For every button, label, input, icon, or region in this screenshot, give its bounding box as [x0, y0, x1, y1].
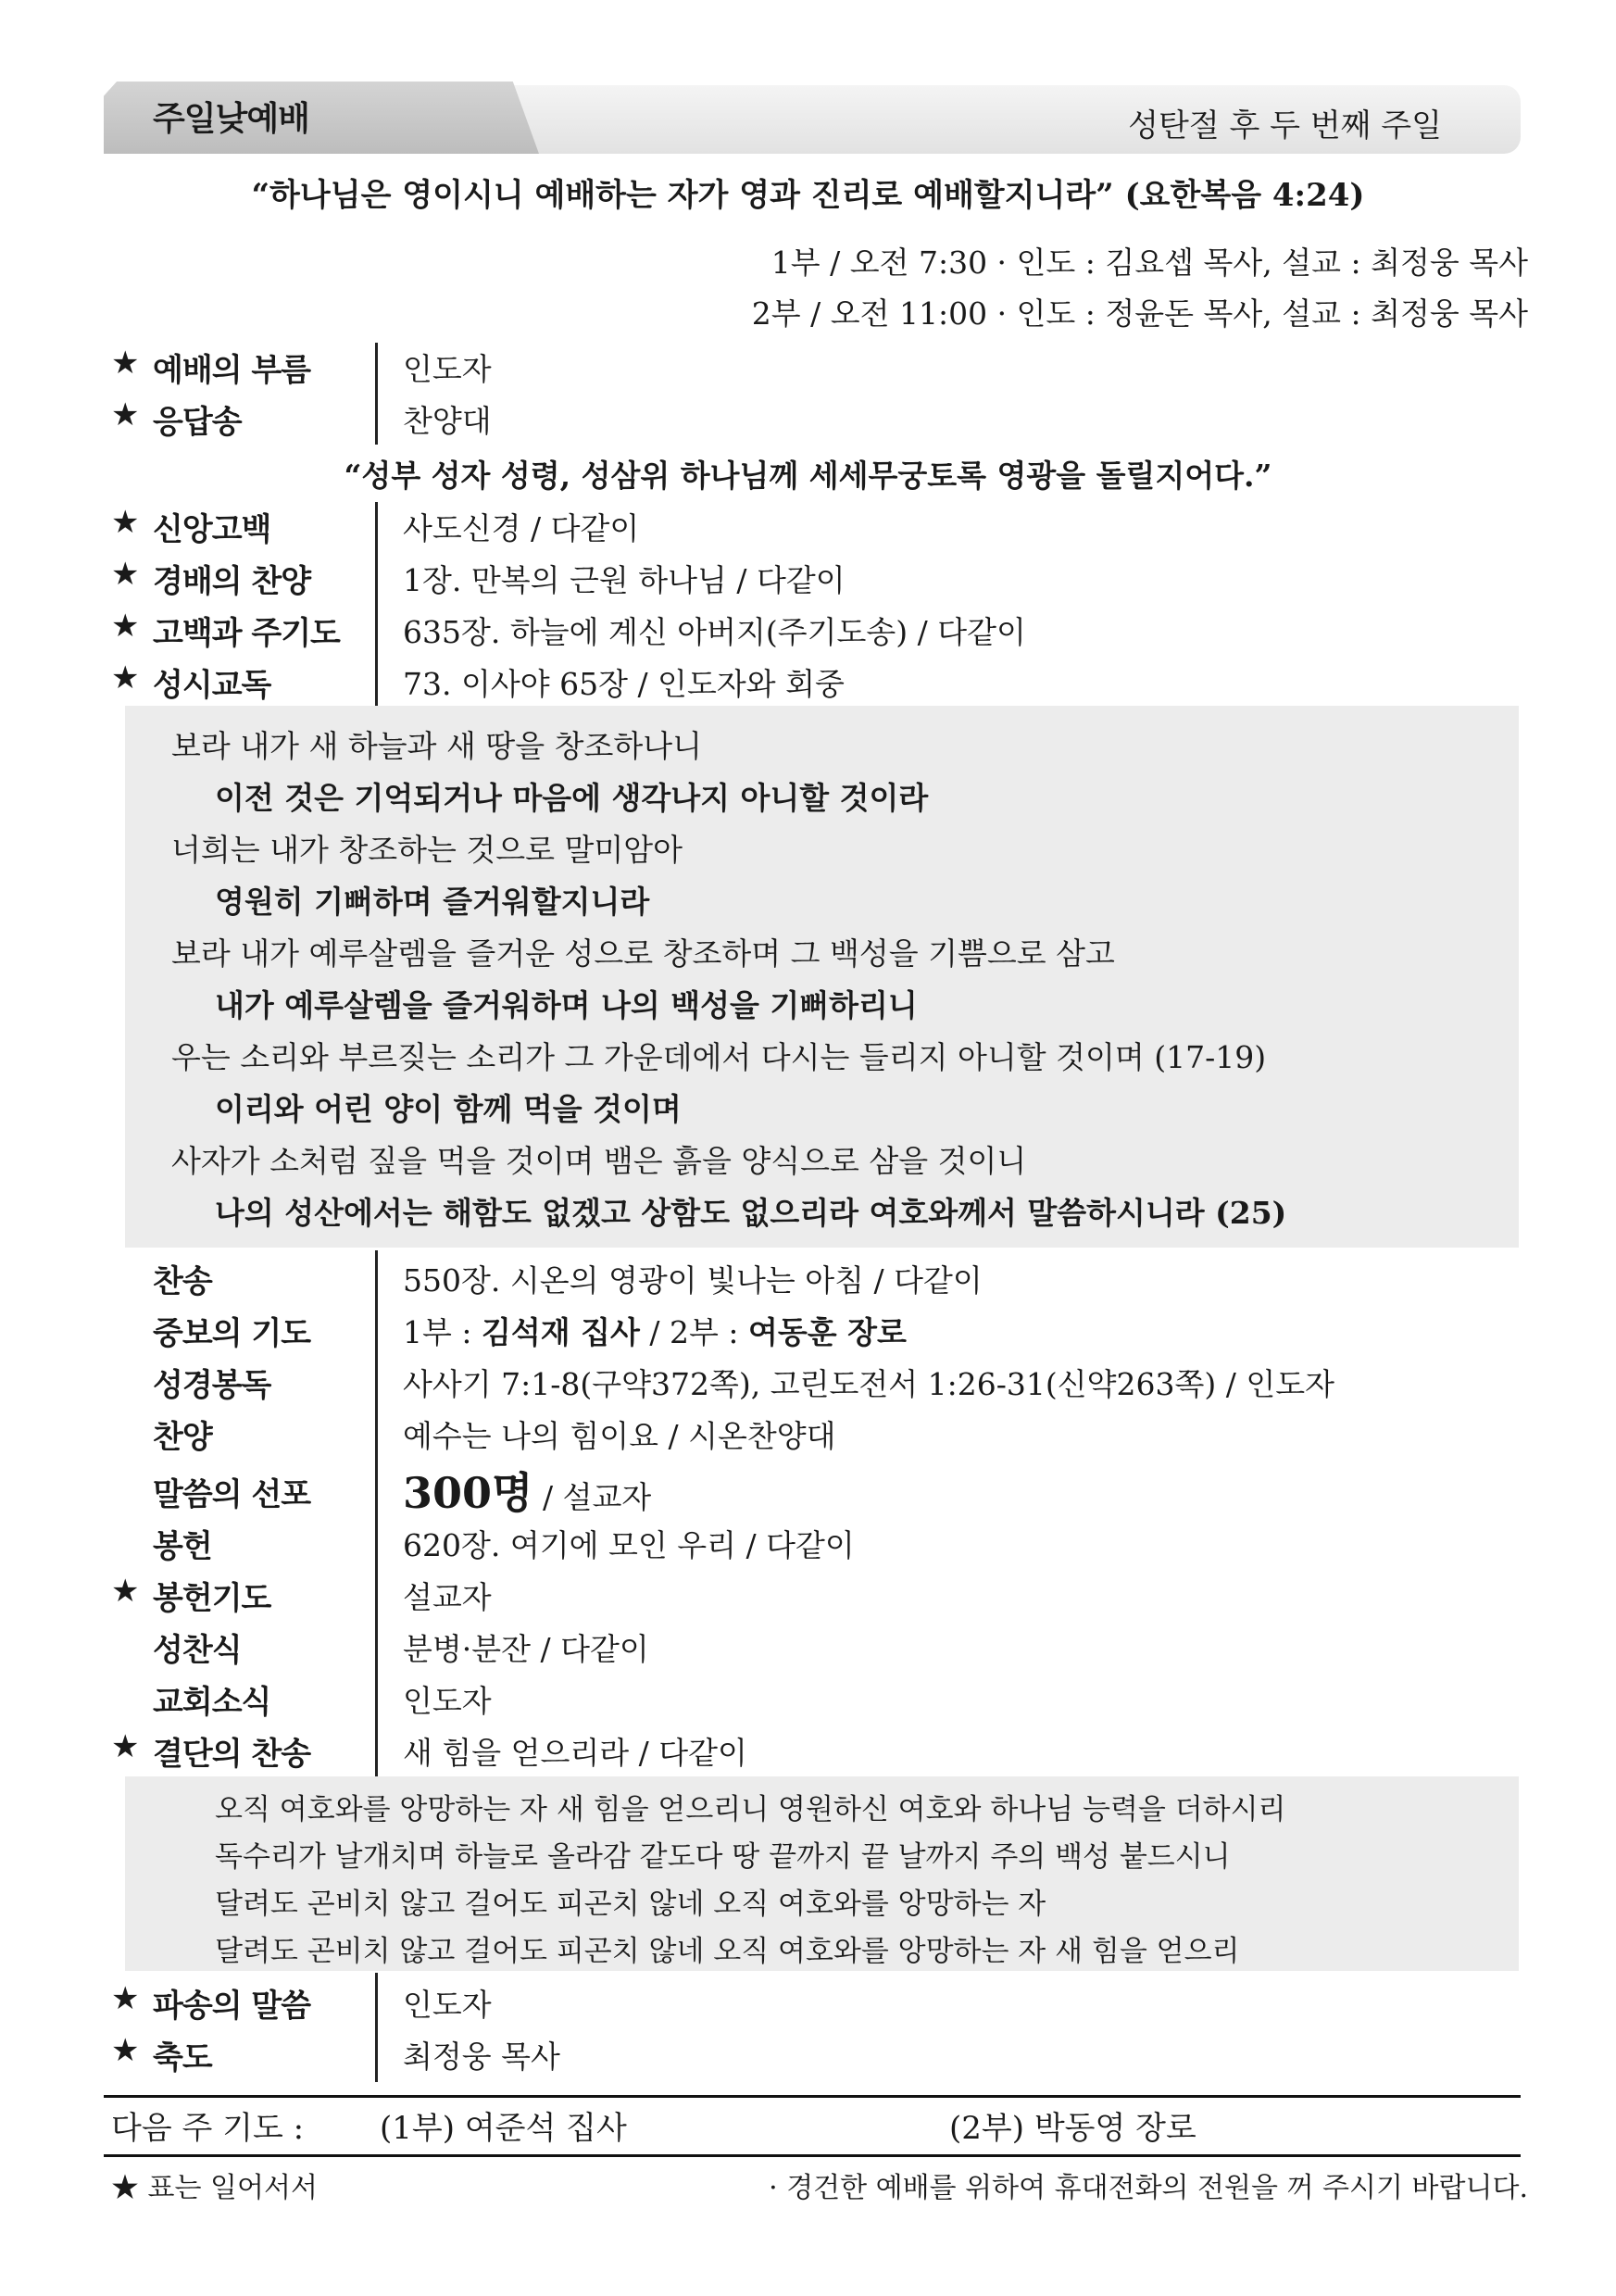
order-label: 봉헌 [153, 1528, 212, 1565]
order-value: 사사기 7:1-8(구약372쪽), 고린도전서 1:26-31(신약263쪽) / 인도자 [403, 1366, 1334, 1402]
order-row [111, 604, 1528, 652]
sermon-preacher: / 설교자 [532, 1479, 652, 1515]
reading-line: 우는 소리와 부르짖는 소리가 그 가운데에서 다시는 들리지 아니할 것이며 (17-19) [171, 1039, 1267, 1075]
footer-standing-note: ★ 표는 일어서서 [111, 2172, 318, 2204]
divider-top [104, 2095, 1521, 2098]
sunday-name: 성탄절 후 두 번째 주일 [1128, 107, 1442, 144]
order-label: 경배의 찬양 [153, 563, 311, 600]
order-label: 교회소식 [153, 1684, 271, 1721]
order-label: 말씀의 선포 [153, 1476, 311, 1513]
order-value: 620장. 여기에 모인 우리 / 다같이 [403, 1527, 855, 1563]
reading-line: 너희는 내가 창조하는 것으로 말미암아 [171, 832, 683, 868]
next-week-second: (2부) 박동영 장로 [949, 2110, 1196, 2147]
reading-line-response: 영원히 기뻐하며 즐거워할지니라 [215, 884, 650, 920]
order-value: 1장. 만복의 근원 하나님 / 다같이 [403, 562, 846, 598]
column-divider [375, 502, 378, 706]
order-label: 응답송 [153, 404, 242, 441]
order-label: 결단의 찬송 [153, 1736, 311, 1773]
intercessor-name-2: 여동훈 장로 [747, 1314, 907, 1350]
order-row [111, 1673, 1528, 1721]
order-row [111, 2028, 1528, 2076]
standing-star: ★ [111, 2032, 140, 2069]
standing-star: ★ [111, 556, 140, 593]
order-value: 최정웅 목사 [403, 2039, 560, 2075]
reading-line: 사자가 소처럼 짚을 먹을 것이며 뱀은 흙을 양식으로 삼을 것이니 [171, 1143, 1027, 1179]
order-value: 인도자 [403, 1987, 492, 2023]
response-verse: “성부 성자 성령, 성삼위 하나님께 세세무궁토록 영광을 돌릴지어다.” [344, 458, 1272, 494]
reading-line: 보라 내가 새 하늘과 새 땅을 창조하나니 [171, 728, 702, 764]
order-row [111, 1356, 1528, 1404]
reading-line-response: 이전 것은 기억되거나 마음에 생각나지 아니할 것이라 [215, 780, 929, 816]
order-label: 신앙고백 [153, 511, 271, 548]
order-row [111, 1304, 1528, 1352]
order-row [111, 1252, 1528, 1300]
order-row [111, 1976, 1528, 2025]
standing-star: ★ [111, 396, 140, 433]
service-time-2: 2부 / 오전 11:00 · 인도 : 정윤돈 목사, 설교 : 최정웅 목사 [751, 295, 1528, 332]
order-label: 중보의 기도 [153, 1315, 311, 1352]
standing-star: ★ [111, 659, 140, 696]
next-week-first: (1부) 여준석 집사 [380, 2110, 627, 2147]
footer-phone-notice: · 경건한 예배를 위하여 휴대전화의 전원을 꺼 주시기 바랍니다. [769, 2172, 1528, 2204]
next-week-prayer [111, 2102, 1196, 2148]
order-value: 설교자 [403, 1579, 492, 1615]
standing-star: ★ [111, 504, 140, 541]
order-value: 찬양대 [403, 403, 492, 439]
order-row [111, 656, 1528, 704]
column-divider [375, 1973, 378, 2082]
order-value: 분병·분잔 / 다같이 [403, 1631, 649, 1667]
standing-star: ★ [111, 345, 140, 382]
order-row [111, 1621, 1528, 1669]
column-divider [375, 343, 378, 445]
intercessor-prefix-2: / 2부 : [639, 1314, 748, 1350]
order-label: 찬송 [153, 1263, 212, 1300]
column-divider [375, 1250, 378, 1776]
order-row [111, 1517, 1528, 1565]
hymn-line: 달려도 곤비치 않고 걸어도 피곤치 않네 오직 여호와를 앙망하는 자 새 힘을 얻으리 [215, 1935, 1240, 1968]
order-label: 축도 [153, 2039, 212, 2076]
service-time-1: 1부 / 오전 7:30 · 인도 : 김요셉 목사, 설교 : 최정웅 목사 [770, 245, 1528, 281]
hymn-line: 독수리가 날개치며 하늘로 올라감 같도다 땅 끝까지 끝 날까지 주의 백성 붙드시니 [215, 1840, 1231, 1874]
hymn-line: 오직 여호와를 앙망하는 자 새 힘을 얻으리니 영원하신 여호와 하나님 능력을 더하시리 [215, 1793, 1286, 1826]
standing-star: ★ [111, 1573, 140, 1610]
order-value: 73. 이사야 65장 / 인도자와 회중 [403, 666, 845, 702]
order-label: 성경봉독 [153, 1367, 271, 1404]
reading-line: 보라 내가 예루살렘을 즐거운 성으로 창조하며 그 백성을 기쁨으로 삼고 [171, 935, 1115, 972]
order-row [111, 1569, 1528, 1617]
order-value: 사도신경 / 다같이 [403, 510, 640, 546]
intercessor-name-1: 김석재 집사 [481, 1314, 640, 1350]
order-row [111, 1725, 1528, 1773]
order-label: 찬양 [153, 1419, 212, 1456]
hymn-line: 달려도 곤비치 않고 걸어도 피곤치 않네 오직 여호와를 앙망하는 자 [215, 1888, 1046, 1921]
order-value [403, 1309, 907, 1352]
order-label: 봉헌기도 [153, 1580, 271, 1617]
order-label: 성시교독 [153, 667, 271, 704]
order-row [111, 1462, 1528, 1518]
section-title: 주일낮예배 [153, 100, 309, 138]
sermon-title: 300명 [403, 1468, 533, 1518]
order-label: 성찬식 [153, 1632, 242, 1669]
order-value: 새 힘을 얻으리라 / 다같이 [403, 1735, 747, 1771]
order-row [111, 393, 1528, 441]
order-row [111, 341, 1528, 389]
order-label: 예배의 부름 [153, 352, 311, 389]
order-value: 예수는 나의 힘이요 / 시온찬양대 [403, 1418, 836, 1454]
reading-line-response: 이리와 어린 양이 함께 먹을 것이며 [215, 1091, 682, 1127]
order-row [111, 500, 1528, 548]
standing-star: ★ [111, 1728, 140, 1765]
next-week-label: 다음 주 기도 : [111, 2110, 305, 2147]
reading-line-response: 나의 성산에서는 해함도 없겠고 상함도 없으리라 여호와께서 말씀하시니라 (25) [215, 1195, 1287, 1231]
divider-bottom [104, 2154, 1521, 2157]
intercessor-prefix-1: 1부 : [403, 1314, 482, 1350]
order-row [111, 1408, 1528, 1456]
order-value: 인도자 [403, 1683, 492, 1719]
theme-verse: “하나님은 영이시니 예배하는 자가 영과 진리로 예배할지니라” (요한복음 4:24) [251, 177, 1365, 214]
order-value: 550장. 시온의 영광이 빛나는 아침 / 다같이 [403, 1262, 983, 1299]
standing-star: ★ [111, 608, 140, 645]
order-row [111, 552, 1528, 600]
order-label: 고백과 주기도 [153, 615, 340, 652]
order-value: 인도자 [403, 351, 492, 387]
standing-star: ★ [111, 1980, 140, 2017]
order-value [403, 1460, 651, 1521]
reading-line-response: 내가 예루살렘을 즐거워하며 나의 백성을 기뻐하리니 [215, 987, 918, 1023]
order-label: 파송의 말씀 [153, 1988, 311, 2025]
order-value: 635장. 하늘에 계신 아버지(주기도송) / 다같이 [403, 614, 1026, 650]
